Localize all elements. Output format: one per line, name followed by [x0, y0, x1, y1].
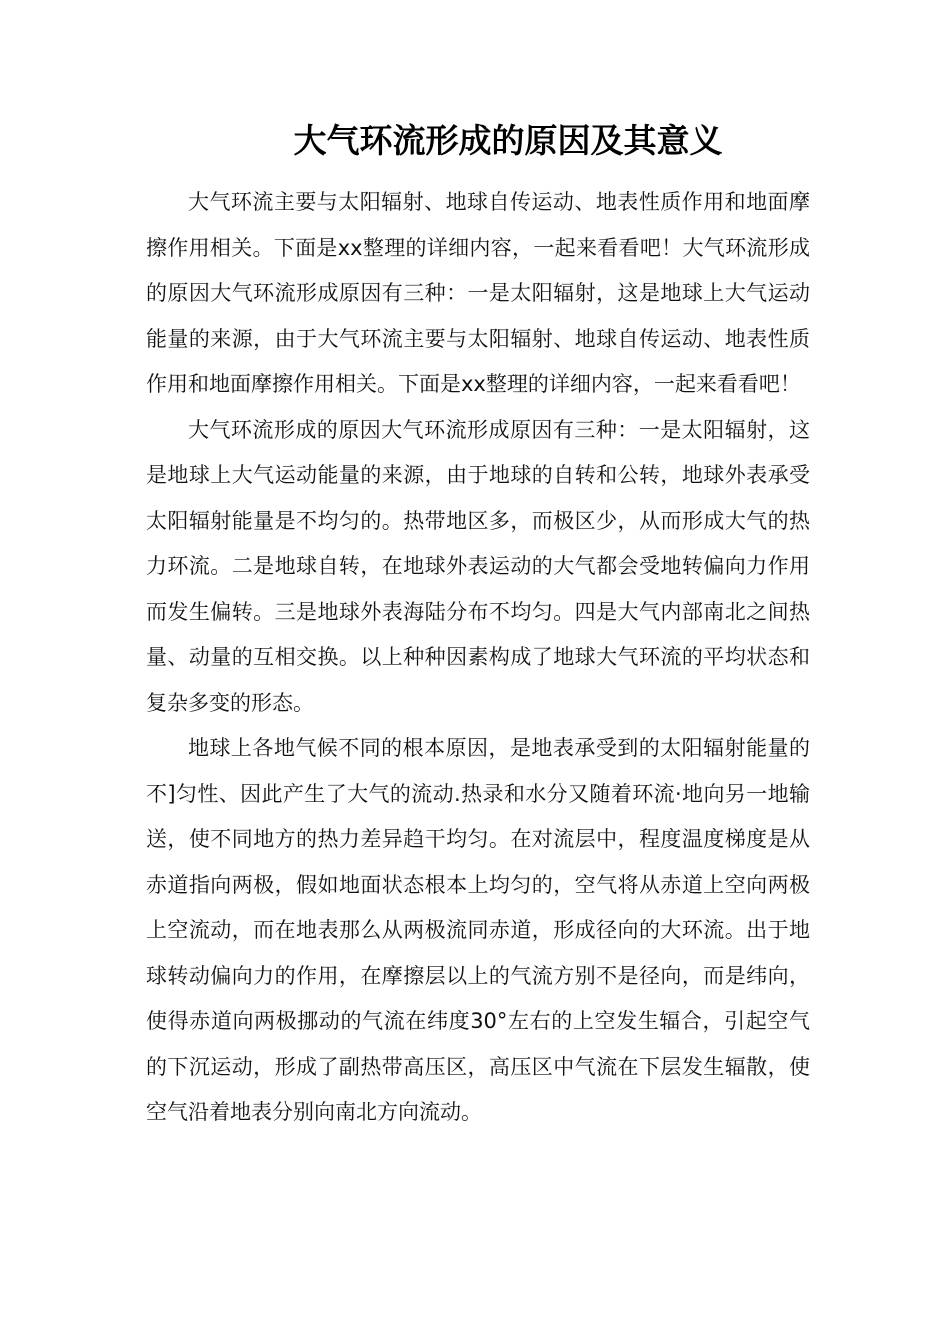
page-title: 大气环流形成的原因及其意义 — [293, 121, 723, 160]
paragraph-3: 地球上各地气候不同的根本原因，是地表承受到的太阳辐射能量的不]匀性、因此产生了大气的流动.热录和水分又随着环流·地向另一地输送，使不同地方的热力差异趋干均匀。在对流层中，程度温度梯度是从赤道指向两极，假如地面状态根本上均匀的，空气将从赤道上空向两极上空流动，而在地表那么从两极流同赤道，形成径向的大环流。出于地球转动偏向力的作用，在摩擦层以上的气流方别不是径向，而是纬向，使得赤道向两极挪动的气流在纬度30°左右的上空发生辐合，引起空气的下沉运动，形成了副热带高压区，高压区中气流在下层发生辐散，使空气沿着地表分别向南北方向流动。 — [146, 736, 810, 1124]
paragraph-1: 大气环流主要与太阳辐射、地球自传运动、地表性质作用和地面摩擦作用相关。下面是xx整理的详细内容，一起来看看吧！大气环流形成的原因大气环流形成原因有三种：一是太阳辐射，这是地球上大气运动能量的来源，由于大气环流主要与太阳辐射、地球自传运动、地表性质作用和地面摩擦作用相关。下面是xx整理的详细内容，一起来看看吧！ — [146, 190, 810, 396]
document-body — [146, 180, 810, 1136]
paragraph-2: 大气环流形成的原因大气环流形成原因有三种：一是太阳辐射，这是地球上大气运动能量的来源，由于地球的自转和公转，地球外表承受太阳辐射能量是不均匀的。热带地区多，而极区少，从而形成大气的热力环流。二是地球自转，在地球外表运动的大气都会受地转偏向力作用而发生偏转。三是地球外表海陆分布不均匀。四是大气内部南北之间热量、动量的互相交换。以上种种因素构成了地球大气环流的平均状态和复杂多变的形态。 — [146, 417, 810, 715]
